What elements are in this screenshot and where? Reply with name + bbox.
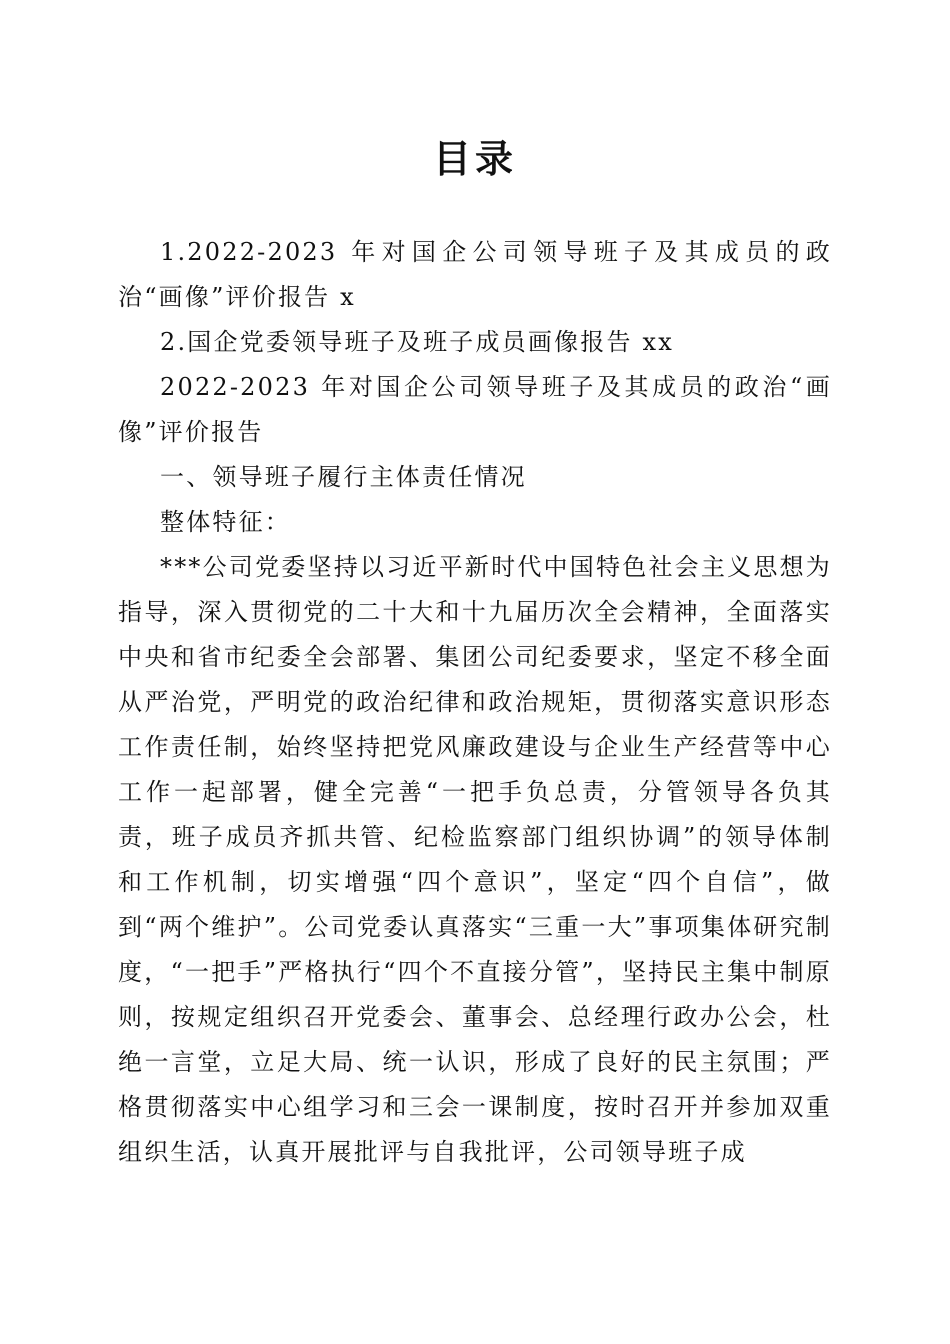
toc-item-2[interactable]: 2.国企党委领导班子及班子成员画像报告 xx — [160, 328, 674, 356]
section-heading: 一、领导班子履行主体责任情况 — [160, 463, 527, 491]
document-body — [118, 230, 832, 1175]
report-title: 2022-2023 年对国企公司领导班子及其成员的政治“画像”评价报告 — [118, 373, 832, 446]
toc-item-1[interactable]: 1.2022-2023 年对国企公司领导班子及其成员的政治“画像”评价报告 x — [118, 238, 832, 311]
page-title: 目录 — [432, 136, 517, 181]
body-paragraph: ***公司党委坚持以习近平新时代中国特色社会主义思想为指导，深入贯彻党的二十大和十九届历次全会精神，全面落实中央和省市纪委全会部署、集团公司纪委要求，坚定不移全面从严治党，严明党的政治纪律和政治规矩，贯彻落实意识形态工作责任制，始终坚持把党风廉政建设与企业生产经营等中心工作一起部署，健全完善“一把手负总责，分管领导各负其责，班子成员齐抓共管、纪检监察部门组织协调”的领导体制和工作机制，切实增强“四个意识”，坚定“四个自信”，做到“两个维护”。公司党委认真落实“三重一大”事项集体研究制度，“一把手”严格执行“四个不直接分管”，坚持民主集中制原则，按规定组织召开党委会、董事会、总经理行政办公会，杜绝一言堂，立足大局、统一认识，形成了良好的民主氛围；严格贯彻落实中心组学习和三会一课制度，按时召开并参加双重组织生活，认真开展批评与自我批评，公司领导班子成 — [118, 553, 832, 1166]
subheading: 整体特征： — [160, 508, 291, 536]
